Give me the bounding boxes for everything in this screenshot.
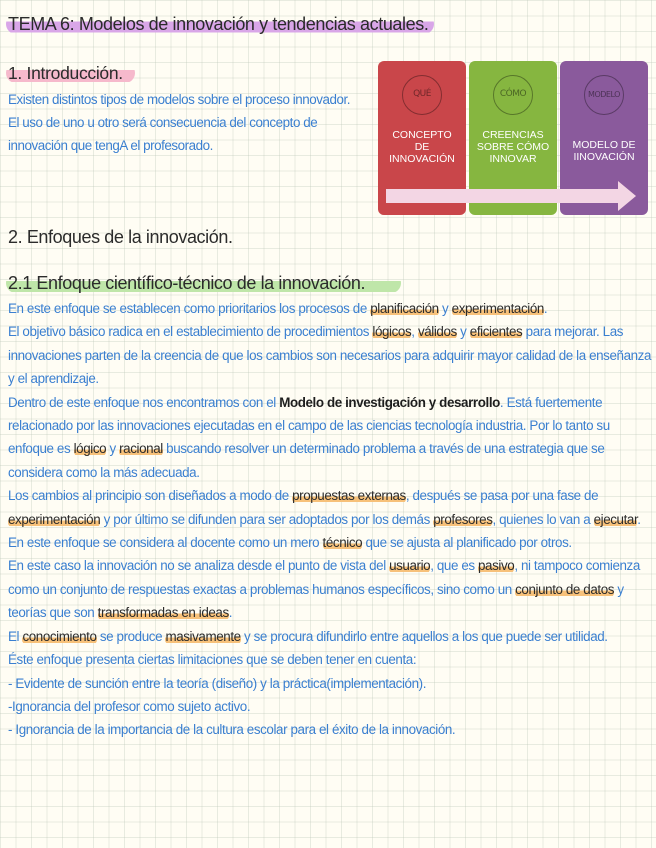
highlight: propuestas externas: [292, 488, 406, 504]
highlight: masivamente: [165, 628, 241, 644]
highlight: profesores: [433, 511, 493, 527]
highlight: conocimiento: [22, 628, 97, 644]
highlight: técnico: [322, 535, 363, 551]
diagram-label-creencias: CREENCIAS SOBRE CÓMO INNOVAR: [476, 129, 550, 165]
highlight: eficientes: [469, 324, 523, 340]
highlight: válidos: [417, 324, 457, 340]
highlight: lógico: [73, 441, 107, 457]
paragraph-6: El conocimiento se produce masivamente y se procura difundirlo entre aquellos a los que puede ser utilidad.: [8, 628, 608, 644]
paragraph-4: Los cambios al principio son diseñados a modo de propuestas externas, después se pasa por una fase de experimentación y por último se difunden para ser adoptados por los demás profesores, quienes lo van a ejecutar. En este enfoque se considera al docente como un mero técnico que se ajusta al planificado por otros.: [8, 488, 641, 551]
highlight: planificación: [370, 301, 439, 316]
limitation-item: -Ignorancia del profesor como sujeto activo.: [8, 698, 251, 714]
highlight: lógicos: [372, 324, 412, 340]
highlight: pasivo: [478, 558, 515, 574]
diagram-label-modelo: MODELO DE IINOVACIÓN: [572, 139, 636, 163]
paragraph-5: En este caso la innovación no se analiza desde el punto de vista del usuario, que es pasivo, ni tampoco comienza como un conjunto de respuestas exactas a problemas humanos específicos, sino como un conjunto de datos y teorías que son transformadas en ideas.: [8, 558, 640, 621]
highlight: ejecutar: [593, 511, 638, 527]
intro-heading: 1. Introducción.: [8, 61, 135, 85]
highlight: racional: [119, 441, 163, 457]
highlight: experimentación: [451, 301, 544, 316]
limitation-item: - Ignorancia de la importancia de la cultura escolar para el éxito de la innovación.: [8, 722, 456, 738]
highlight: conjunto de datos: [515, 581, 615, 597]
modelo-icon: MODELO: [584, 75, 624, 115]
model-name: Modelo de investigación y desarrollo: [279, 394, 500, 410]
arrow-icon: [618, 181, 636, 211]
que-icon: QUÉ: [402, 75, 442, 115]
section-2-1-heading: 2.1 Enfoque científico-técnico de la innovación.: [8, 271, 401, 295]
section-2-heading: 2. Enfoques de la innovación.: [8, 227, 233, 247]
highlight: transformadas en ideas: [97, 605, 229, 621]
como-icon: CÓMO: [493, 75, 533, 115]
arrow-icon-bar: [386, 189, 618, 203]
paragraph-7: Éste enfoque presenta ciertas limitaciones que se deben tener en cuenta:: [8, 652, 417, 668]
paragraph-2: El objetivo básico radica en el establecimiento de procedimientos lógicos, válidos y eficientes para mejorar. Las innovaciones parten de la creencia de que los cambios son necesarios para adquirir mayor calidad de la enseñanza y el aprendizaje.: [8, 324, 652, 387]
highlight: usuario: [389, 558, 431, 574]
section-2-1-body: [8, 297, 653, 742]
paragraph-1: En este enfoque se establecen como prioritarios los procesos de planificación y experimentación.: [8, 301, 548, 316]
paragraph-3: Dentro de este enfoque nos encontramos con el Modelo de investigación y desarrollo. Está fuertemente relacionado por las innovaciones ejecutadas en el campo de las ciencias tecnología industria. Por lo tanto su enfoque es lógico y racional buscando resolver un determinado problema a través de una estrategia que se considera como la más adecuada.: [8, 394, 610, 480]
diagram-label-concepto: CONCEPTO DE INNOVACIÓN: [389, 129, 455, 165]
page-title: TEMA 6: Modelos de innovación y tendencias actuales.: [8, 11, 434, 37]
limitation-item: - Evidente de sunción entre la teoría (diseño) y la práctica(implementación).: [8, 675, 427, 691]
intro-text: Existen distintos tipos de modelos sobre el proceso innovador. El uso de uno u otro será consecuencia del concepto de innovación que tengA el profesorado.: [8, 92, 351, 153]
innovation-diagram: [378, 61, 648, 215]
highlight: experimentación: [8, 511, 101, 527]
